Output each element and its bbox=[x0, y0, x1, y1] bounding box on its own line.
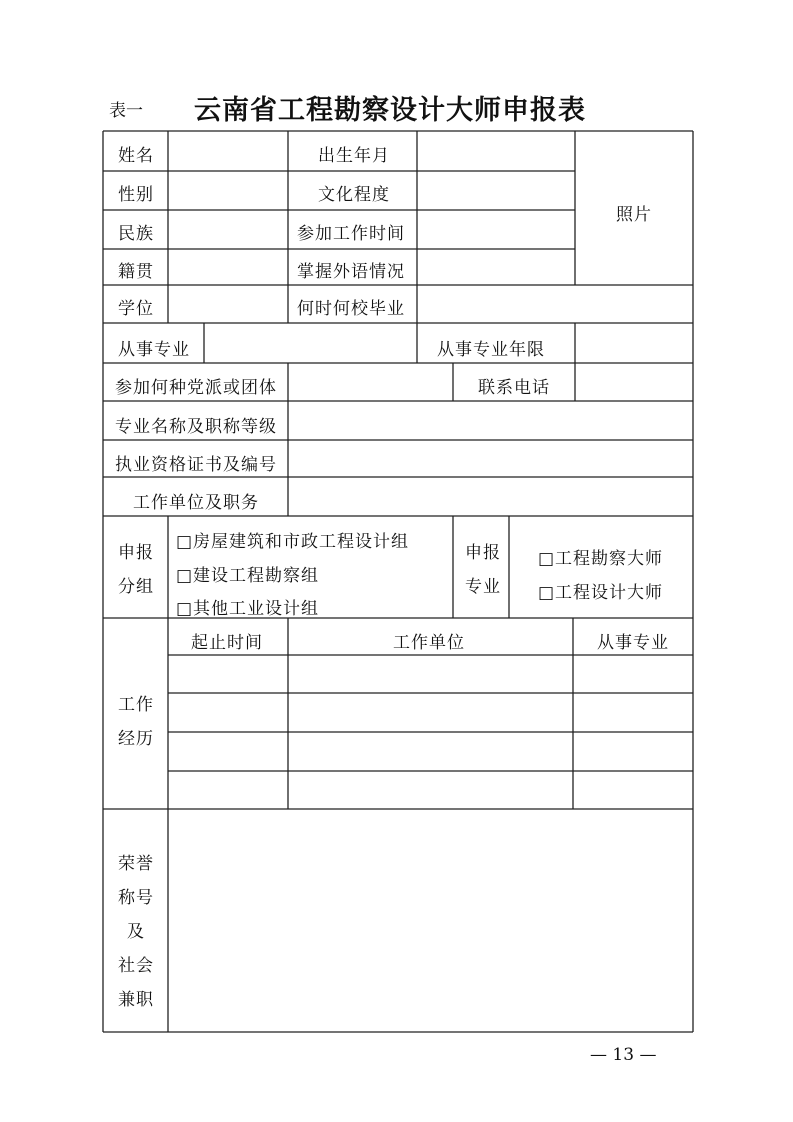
group-option-survey[interactable]: □建设工程勘察组 bbox=[176, 566, 320, 586]
honors-label-4: 社会 bbox=[118, 956, 154, 976]
honors-label-5: 兼职 bbox=[118, 990, 154, 1010]
degree-label: 学位 bbox=[118, 299, 154, 319]
experience-label-1: 工作 bbox=[118, 695, 154, 715]
education-label: 文化程度 bbox=[318, 185, 390, 205]
title-level-label: 专业名称及职称等级 bbox=[115, 417, 277, 437]
major-option-design-master[interactable]: □工程设计大师 bbox=[538, 583, 664, 603]
major-label-2: 专业 bbox=[465, 577, 501, 597]
honors-label-2: 称号 bbox=[118, 888, 154, 908]
major-option-survey-master[interactable]: □工程勘察大师 bbox=[538, 549, 664, 569]
gender-label: 性别 bbox=[118, 185, 154, 205]
certificate-label: 执业资格证书及编号 bbox=[115, 455, 277, 475]
name-label: 姓名 bbox=[118, 146, 154, 166]
group-label-1: 申报 bbox=[118, 543, 154, 563]
experience-col-employer: 工作单位 bbox=[393, 633, 465, 653]
birth-label: 出生年月 bbox=[318, 146, 390, 166]
form-label: 表一 bbox=[109, 101, 143, 121]
form-title: 云南省工程勘察设计大师申报表 bbox=[194, 95, 586, 126]
group-label-2: 分组 bbox=[118, 577, 154, 597]
experience-col-specialty: 从事专业 bbox=[597, 633, 669, 653]
specialty-label: 从事专业 bbox=[118, 340, 190, 360]
employer-label: 工作单位及职务 bbox=[133, 493, 259, 513]
ethnicity-label: 民族 bbox=[118, 224, 154, 244]
experience-label-2: 经历 bbox=[118, 729, 154, 749]
photo-label: 照片 bbox=[616, 205, 652, 225]
work-start-label: 参加工作时间 bbox=[297, 224, 405, 244]
party-label: 参加何种党派或团体 bbox=[115, 378, 277, 398]
honors-label-3: 及 bbox=[127, 922, 145, 942]
group-option-industrial[interactable]: □其他工业设计组 bbox=[176, 599, 320, 619]
major-label-1: 申报 bbox=[465, 543, 501, 563]
specialty-years-label: 从事专业年限 bbox=[437, 340, 545, 360]
experience-col-period: 起止时间 bbox=[191, 633, 263, 653]
foreign-language-label: 掌握外语情况 bbox=[297, 262, 405, 282]
graduated-label: 何时何校毕业 bbox=[297, 299, 405, 319]
page-number: — 13 — bbox=[590, 1045, 657, 1065]
group-option-building[interactable]: □房屋建筑和市政工程设计组 bbox=[176, 532, 410, 552]
native-place-label: 籍贯 bbox=[118, 262, 154, 282]
honors-label-1: 荣誉 bbox=[118, 854, 154, 874]
phone-label: 联系电话 bbox=[478, 378, 550, 398]
